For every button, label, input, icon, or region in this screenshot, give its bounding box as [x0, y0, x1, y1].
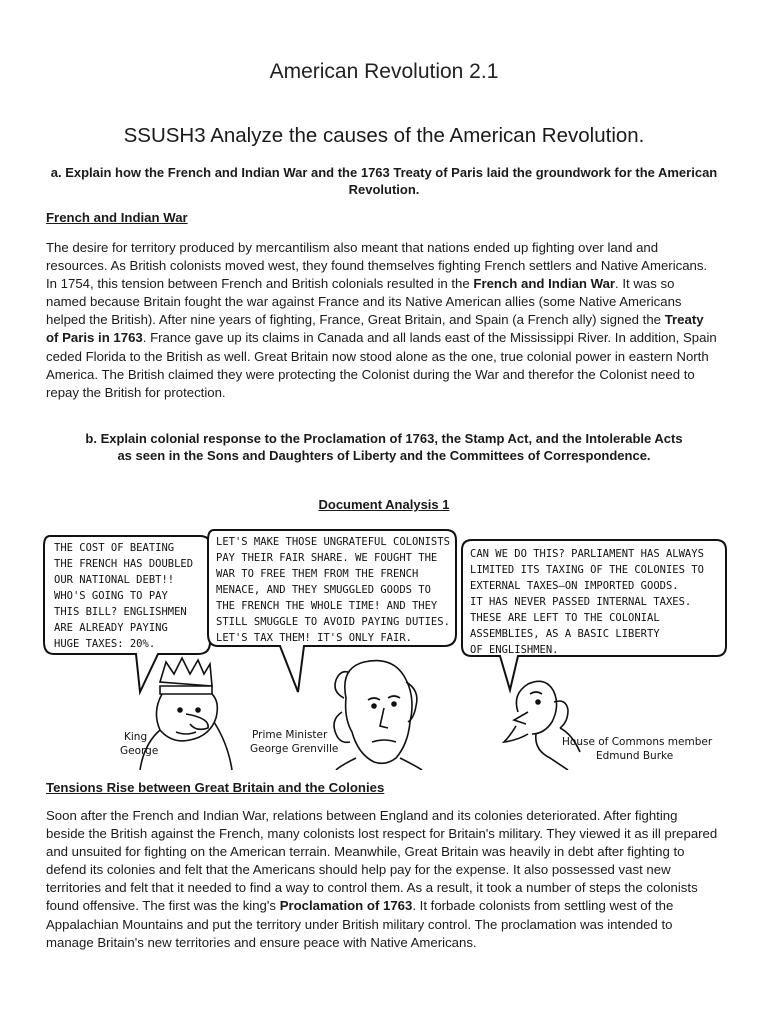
bubble-line: LIMITED ITS TAXING OF THE COLONIES TO: [470, 564, 704, 576]
section-heading-tensions: Tensions Rise between Great Britain and the Colonies: [46, 780, 385, 795]
bubble-line: LET'S MAKE THOSE UNGRATEFUL COLONISTS: [216, 536, 450, 548]
bubble-line: STILL SMUGGLE TO AVOID PAYING DUTIES.: [216, 616, 450, 628]
term-french-indian-war: French and Indian War: [473, 276, 616, 292]
bubble-line: CAN WE DO THIS? PARLIAMENT HAS ALWAYS: [470, 548, 704, 560]
bubble-line: LET'S TAX THEM! IT'S ONLY FAIR.: [216, 632, 412, 644]
page-title: American Revolution 2.1: [269, 60, 499, 83]
caption-king-george: [120, 731, 158, 757]
bubble-line: THE FRENCH THE WHOLE TIME! AND THEY: [216, 600, 438, 612]
bubble-line: MENACE, AND THEY SMUGGLED GOODS TO: [216, 584, 431, 596]
caption-line: Edmund Burke: [596, 750, 674, 762]
term-treaty-of-paris: Treaty of Paris in 1763: [46, 312, 704, 346]
text-run: Soon after the French and Indian War, relations between England and its colonies deteriorated. After fighting beside the British against the French, many colonists lost respect for Britain's military. They viewed it as ill prepared and unsuited for fighting on the American terrain. Meanwhile, Great Britain was heavily in debt after fighting to defend its colonies and felt that the Americans should help pay for the expense. It also possessed vast new territories and felt that it needed to find a way to control them. As a result, it took a number of steps the colonists found offensive. The first was the king's: [46, 808, 718, 914]
caption-line: George Grenville: [250, 743, 339, 755]
bubble-line: ARE ALREADY PAYING: [54, 622, 168, 634]
caption-line: House of Commons member: [562, 736, 713, 748]
objective-a: a. Explain how the French and Indian War and the 1763 Treaty of Paris laid the groundwork for the American Revolution.: [50, 165, 718, 197]
bubble-line: IT HAS NEVER PASSED INTERNAL TAXES.: [470, 596, 692, 608]
bubble-line: WHO'S GOING TO PAY: [54, 590, 168, 602]
term-proclamation-1763: Proclamation of 1763: [279, 898, 413, 914]
grenville-figure: [334, 661, 422, 770]
paragraph-french-indian-war: [46, 239, 718, 402]
text-run: The desire for territory produced by mercantilism also meant that nations ended up fighting over land and resources. As British colonists moved west, they found themselves fighting French settlers and Native Americans. In 1754, this tension between French and British colonials resulted in the: [46, 240, 708, 292]
bubble-line: OUR NATIONAL DEBT!!: [54, 574, 175, 586]
document-analysis-label: Document Analysis 1: [318, 497, 450, 512]
standard-heading: SSUSH3 Analyze the causes of the American Revolution.: [123, 124, 645, 147]
political-cartoon: [40, 522, 730, 770]
caption-line: Prime Minister: [252, 729, 328, 741]
bubble-line: OF ENGLISHMEN.: [470, 644, 559, 656]
caption-burke: [562, 736, 716, 762]
bubble-line: THE COST OF BEATING: [54, 542, 175, 554]
bubble-line: THIS BILL? ENGLISHMEN: [54, 606, 187, 618]
bubble-line: THESE ARE LEFT TO THE COLONIAL: [470, 612, 660, 624]
bubble-line: THE FRENCH HAS DOUBLED: [54, 558, 194, 570]
caption-line: George: [120, 745, 159, 757]
bubble-line: EXTERNAL TAXES—ON IMPORTED GOODS.: [470, 580, 679, 592]
text-run: . France gave up its claims in Canada and all lands east of the Mississippi River. In addition, Spain ceded Florida to the British as well. Great Britain now stood alone as the one, true colonial power in eastern North America. The British claimed they were protecting the Colonist during the War and therefor the Colonist need to repay the British for protection.: [46, 330, 717, 400]
caption-grenville: [250, 729, 338, 755]
section-heading-french-indian-war: French and Indian War: [46, 210, 188, 225]
paragraph-tensions: [46, 807, 718, 952]
bubble-line: ASSEMBLIES, AS A BASIC LIBERTY: [470, 628, 660, 640]
objective-b: b. Explain colonial response to the Proclamation of 1763, the Stamp Act, and the Intolerable Acts as seen in the Sons and Daughters of Liberty and the Committees of Correspondence.: [85, 431, 683, 463]
bubble-line: WAR TO FREE THEM FROM THE FRENCH: [216, 568, 419, 580]
bubble-grenville-text: [216, 536, 456, 644]
text-run: . It forbade colonists from settling west of the Appalachian Mountains and put the territory under British military control. The proclamation was intended to manage Britain's new territories and ensure peace with Native Americans.: [46, 898, 674, 950]
bubble-line: PAY THEIR FAIR SHARE. WE FOUGHT THE: [216, 552, 438, 564]
text-run: . It was so named because Britain fought the war against France and its Native American allies (some Native Americans helped the British). After nine years of fighting, France, Great Britain, and Spain (a French ally) signed the: [46, 276, 682, 328]
caption-line: King: [124, 731, 148, 743]
bubble-line: HUGE TAXES: 20%.: [54, 638, 156, 650]
burke-figure: [504, 681, 580, 770]
